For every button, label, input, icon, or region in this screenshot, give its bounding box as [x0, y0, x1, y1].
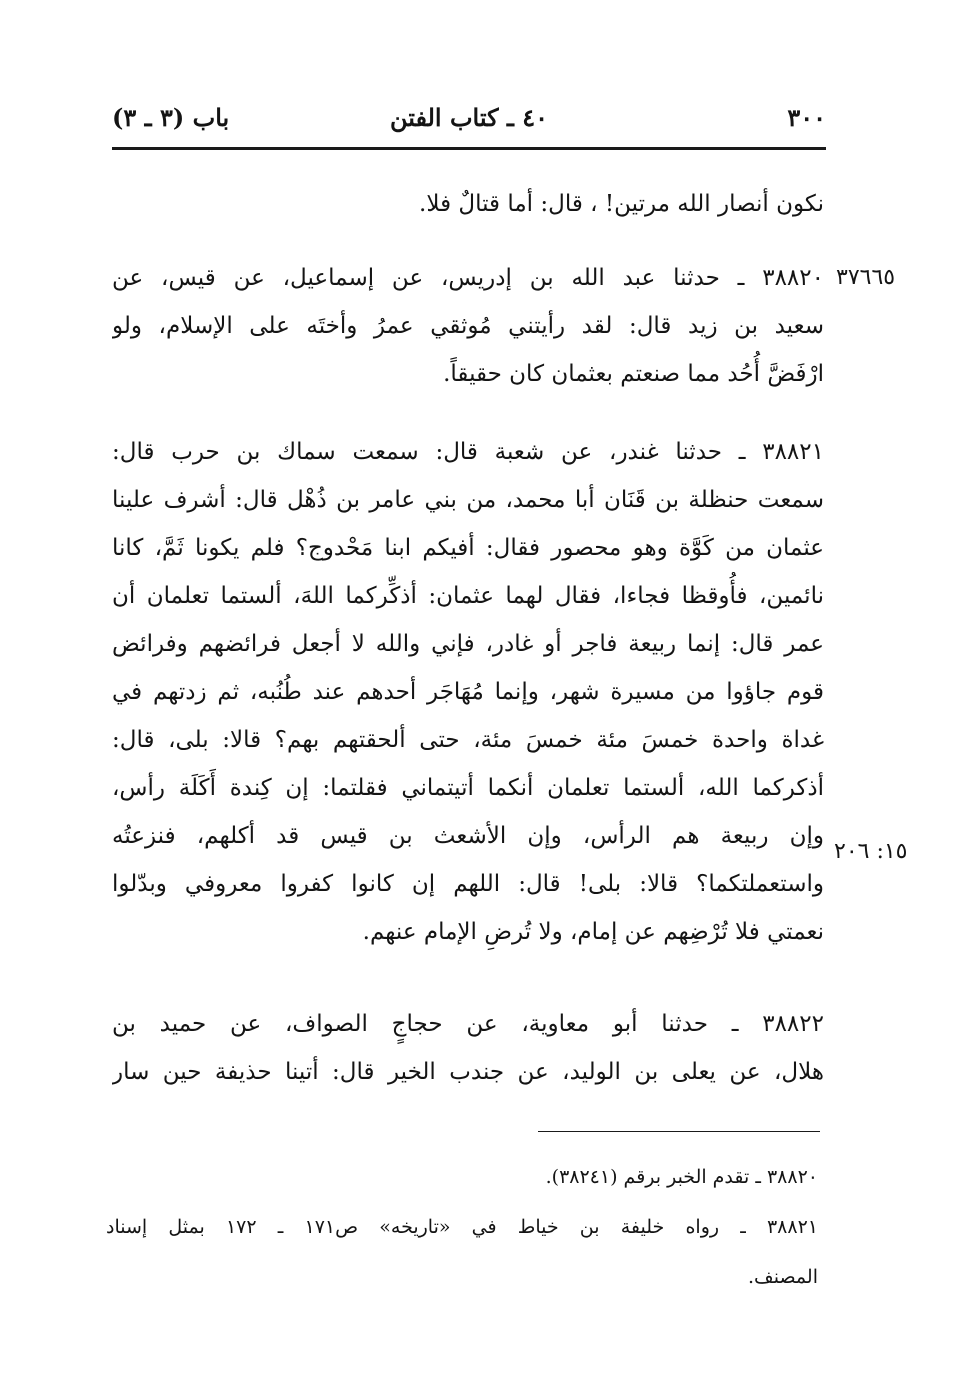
footnote-line: المصنف.: [748, 1266, 818, 1288]
book-title: ٤٠ ـ كتاب الفتن: [389, 103, 549, 132]
chapter-label: باب (٣ ـ ٣): [112, 103, 230, 132]
text-line: نكون أنصار الله مرتين! ، قال: أما قتالٌ فلا.: [419, 191, 824, 217]
text-line: ارْفَضَّ أُحُد مما صنعتم بعثمان كان حقيقاً.: [443, 361, 824, 387]
footnotes: [106, 1152, 818, 1302]
text-line: ٣٨٨٢٠ ـ حدثنا عبد الله بن إدريس، عن إسماعيل، عن قيس، عن: [112, 265, 824, 291]
text-line: أذكركما الله، ألستما تعلمان أنكما أتيتماني فقلتما: إن كِندة أَكَلَة رأس،: [112, 775, 824, 801]
hadith-paragraph-38822: [112, 1000, 824, 1096]
margin-reference: ٣٧٦٦٥: [836, 265, 896, 290]
footnote-rule: [538, 1131, 820, 1132]
text-line: نعمتي فلا تُرْضِهم عن إمام، ولا تُرضِ الإمام عنهم.: [362, 919, 824, 945]
text-line: واستعملتكما؟ قالا: بلى! قال: اللهم إن كانوا كفروا معروفي وبدّلوا: [112, 871, 824, 897]
paragraph: [112, 180, 824, 228]
text-line: ٣٨٨٢٢ ـ حدثنا أبو معاوية، عن حجاجٍ الصواف، عن حميد بن: [112, 1011, 824, 1037]
text-line: قوم جاؤوا من مسيرة شهر، وإنما مُهَاجَر أحدهم عند طُنُبه، ثم زدتهم في: [112, 679, 824, 705]
text-line: عثمان من كَوَّة وهو محصور فقال: أفيكم ابنا مَحْدوج؟ فلم يكونا ثَمَّ، كانا: [112, 535, 824, 561]
hadith-paragraph-38821: [112, 428, 824, 956]
text-line: هلال، عن يعلى بن الوليد، عن جندب الخير قال: أتينا حذيفة حين سار: [112, 1059, 824, 1085]
hadith-paragraph-38820: [112, 254, 824, 398]
page-number: ٣٠٠: [787, 103, 826, 132]
text-line: نائمين، فأُوقظا فجاءا، فقال لهما عثمان: أذكِّركما اللهَ، ألستما تعلمان أن: [112, 583, 824, 609]
header-rule: [112, 147, 826, 150]
margin-reference: ١٥: ٢٠٦: [834, 839, 908, 864]
footnote-line: ٣٨٨٢٠ ـ تقدم الخبر برقم (٣٨٢٤١).: [545, 1166, 818, 1188]
text-line: عمر قال: إنما ربيعة فاجر أو غادر، فإني والله لا أجعل فرائضهم وفرائض: [112, 631, 824, 657]
text-line: وإن ربيعة هم الرأس، وإن الأشعث بن قيس قد أكلهم، فنزعتُه: [112, 823, 824, 849]
text-line: سمعت حنظلة بن قَنَان أبا محمد، من بني عامر بن ذُهْل قال: أشرف علينا: [112, 487, 824, 513]
page-header: [112, 100, 826, 144]
text-line: سعيد بن زيد قال: لقد رأيتني مُوثقي عمرُ وأختَه على الإسلام، ولو: [112, 313, 824, 339]
footnote-line: ٣٨٨٢١ ـ رواه خليفة بن خياط في «تاريخه» ص١٧١ ـ ١٧٢ بمثل إسناد: [106, 1216, 818, 1238]
text-line: ٣٨٨٢١ ـ حدثنا غندر، عن شعبة قال: سمعت سماك بن حرب قال:: [112, 439, 824, 465]
text-line: غداة واحدة خمسَ مئة خمسَ مئة، حتى ألحقتهم بهم؟ قالا: بلى، قال:: [112, 727, 824, 753]
